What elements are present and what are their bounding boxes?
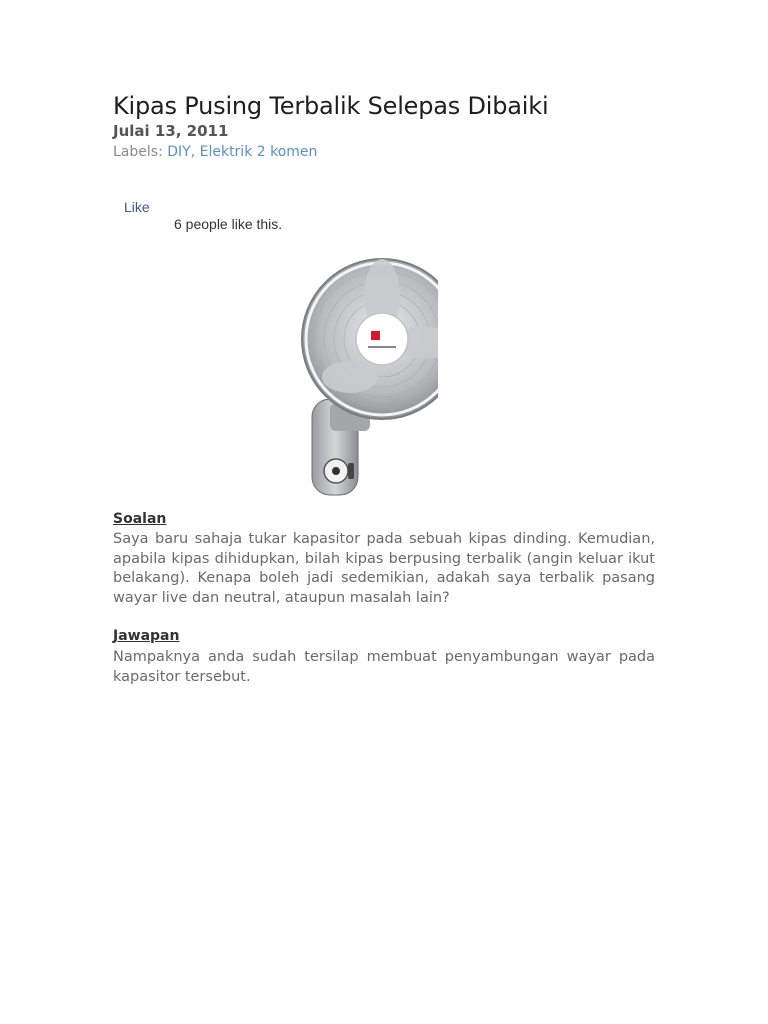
like-count-text: 6 people like this.: [174, 216, 283, 232]
post-date: Julai 13, 2011: [113, 122, 229, 140]
label-link-elektrik[interactable]: Elektrik: [199, 144, 253, 160]
question-heading: Soalan: [113, 511, 167, 527]
comments-link[interactable]: 2 komen: [256, 144, 318, 160]
labels-prefix: Labels:: [113, 144, 168, 160]
wall-fan-image: [298, 253, 438, 499]
post-labels: [113, 144, 317, 160]
answer-text: Nampaknya anda sudah tersilap membuat penyambungan wayar pada kapasitor tersebut.: [113, 649, 655, 685]
facebook-like-button[interactable]: Like: [124, 199, 150, 215]
label-link-diy[interactable]: DIY: [167, 144, 191, 160]
post-title[interactable]: Kipas Pusing Terbalik Selepas Dibaiki: [113, 92, 549, 120]
question-text: Saya baru sahaja tukar kapasitor pada sebuah kipas dinding. Kemudian, apabila kipas dihidupkan, bilah kipas berpusing terbalik (angin keluar ikut belakang). Kenapa boleh jadi sedemikian, adakah saya terbalik pasang wayar live dan neutral, ataupun masalah lain?: [113, 531, 655, 606]
label-separator: ,: [190, 144, 200, 160]
answer-heading: Jawapan: [113, 628, 180, 644]
